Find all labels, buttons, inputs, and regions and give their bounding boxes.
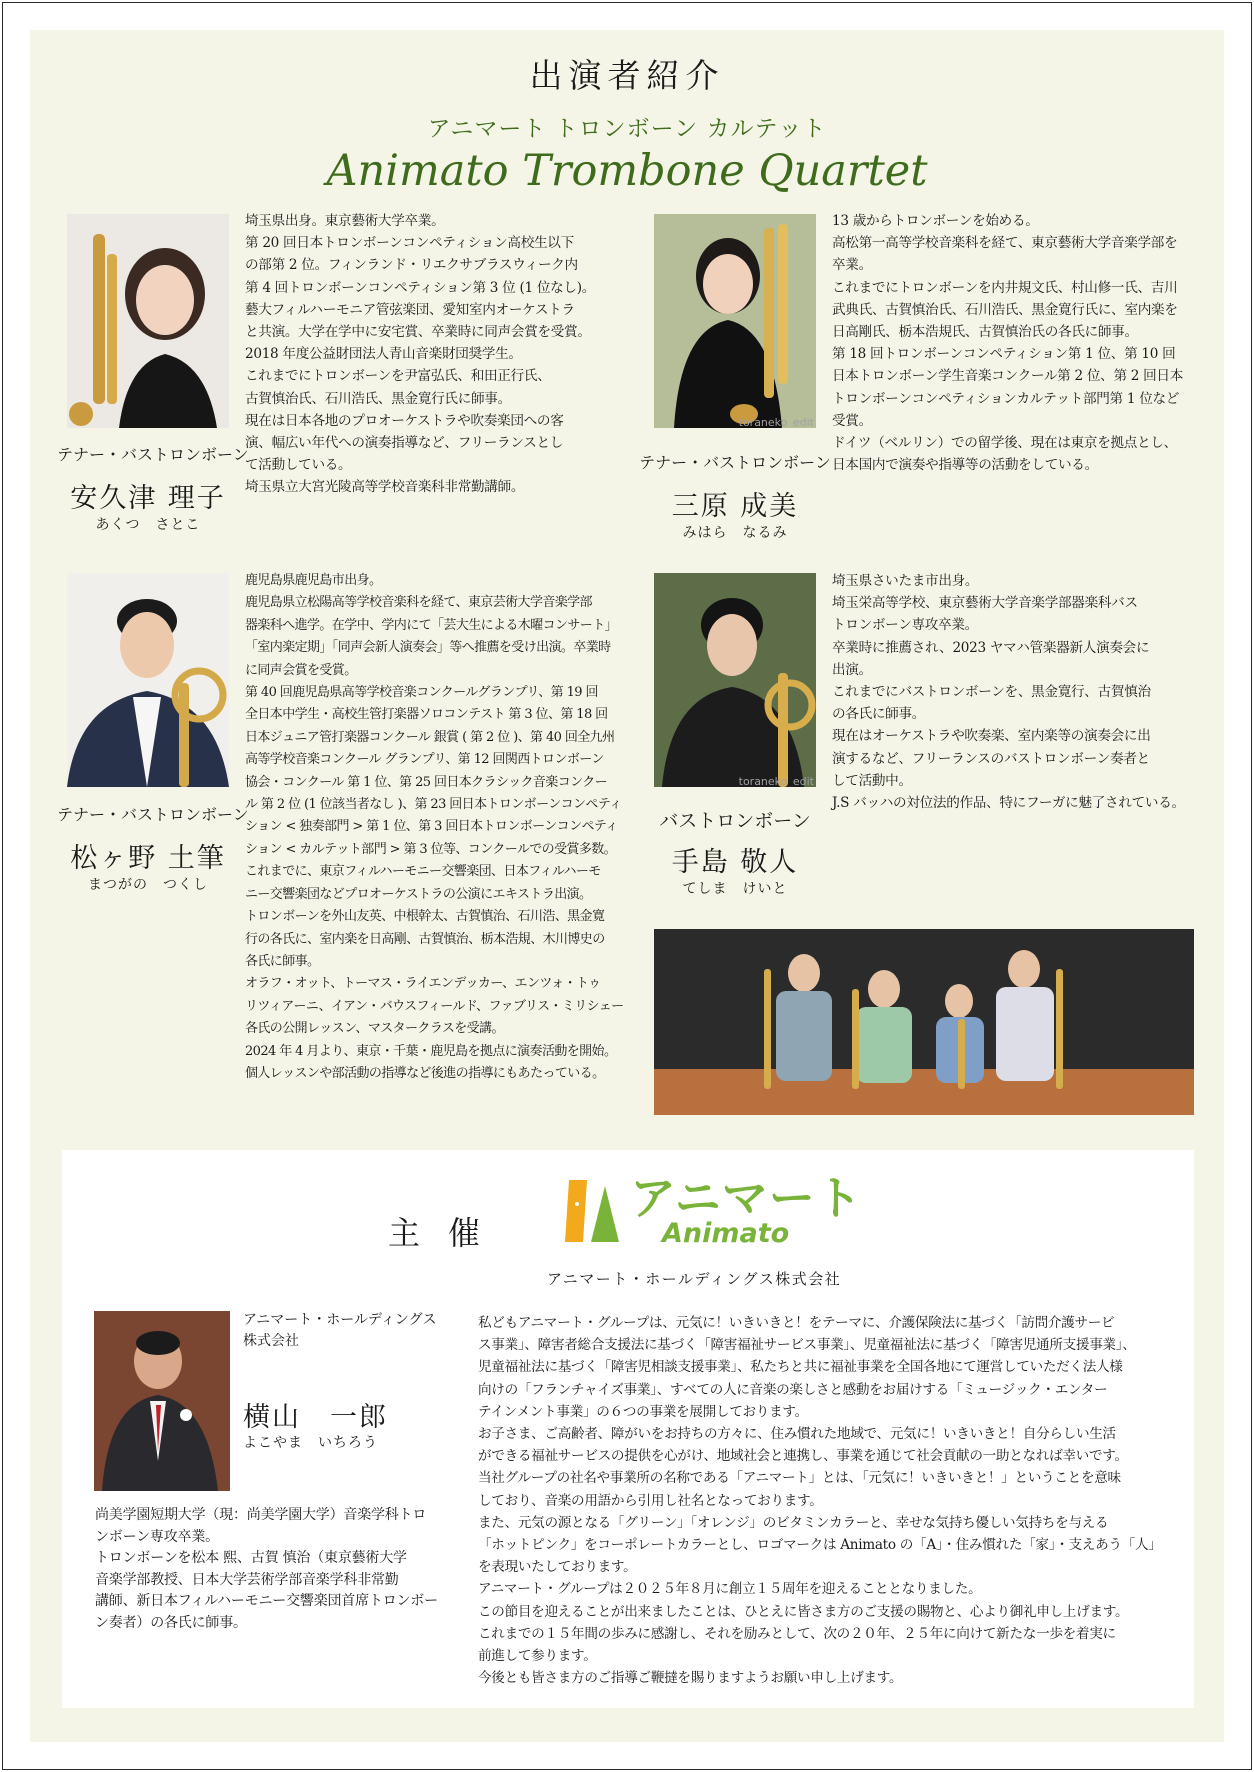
text-line: 演するなど、フリーランスのバストロンボーン奏者と xyxy=(832,750,1150,767)
text-line: 私どもアニマート・グループは、元気に！いきいきと！をテーマに、介護保険法に基づく「訪問介護サービ xyxy=(478,1315,1115,1331)
text-line: 講師、新日本フィルハーモニー交響楽団首席トロンボー xyxy=(95,1593,438,1609)
text-line: 卒業時に推薦され、2023 ヤマハ管楽器新人演奏会に xyxy=(832,639,1150,656)
text-line: J.S バッハの対位法的作品、特にフーガに魅了されている。 xyxy=(832,795,1185,812)
member-role: バストロンボーン xyxy=(659,810,811,832)
animato-logo-icon xyxy=(563,1178,621,1244)
text-line: 第 4 回トロンボーンコンペティション第 3 位 (1 位なし)。 xyxy=(245,279,596,296)
member-role: テナー・バストロンボーン xyxy=(639,453,831,472)
text-line: 埼玉県立大宮光陵高等学校音楽科非常勤講師。 xyxy=(245,479,525,496)
quartet-name-english: Animato Trombone Quartet xyxy=(326,146,928,196)
text-line: 行の各氏に、室内楽を日高剛、古賀慎治、栃本浩規、木川博史の xyxy=(245,931,605,947)
president-name: 横山 一郎 xyxy=(243,1402,388,1433)
text-line: 今後とも皆さま方のご指導ご鞭撻を賜りますようお願い申し上げます。 xyxy=(478,1670,903,1687)
text-line: 現在は日本各地のプロオーケストラや吹奏楽団への客 xyxy=(245,412,564,429)
text-line: 向けの「フランチャイズ事業」、すべての人に音楽の楽しさと感動をお届けする「ミュージック・エンター xyxy=(478,1381,1108,1398)
member-bio-mihara xyxy=(832,210,1183,476)
member-bio-matsugano xyxy=(245,570,624,1085)
member-name: 安久津 理子 xyxy=(70,483,226,514)
portrait-image xyxy=(94,1311,230,1491)
text-line: の部第 2 位。フィンランド・リエクサブラスウィーク内 xyxy=(245,257,578,274)
text-line: 「室内楽定期」「同声会新人演奏会」等へ推薦を受け出演。卒業時 xyxy=(245,640,611,656)
member-name: 松ヶ野 土筆 xyxy=(70,843,226,874)
text-line: 現在はオーケストラや吹奏楽、室内楽等の演奏会に出 xyxy=(832,728,1151,745)
text-line: 13 歳からトロンボーンを始める。 xyxy=(832,213,1039,229)
president-photo xyxy=(94,1311,230,1491)
text-line: 個人レッスンや部活動の指導など後進の指導にもあたっている。 xyxy=(245,1065,605,1081)
text-line: トロンボーンコンペティションカルテット部門第 1 位など xyxy=(832,390,1180,407)
member-name: 手島 敬人 xyxy=(671,847,799,878)
text-line: トロンボーン専攻卒業。 xyxy=(832,617,978,634)
member-role: テナー・バストロンボーン xyxy=(57,805,249,824)
portrait-image xyxy=(654,573,816,787)
member-photo-matsugano xyxy=(67,573,229,787)
text-line: これまでにトロンボーンを内井規文氏、村山修一氏、吉川 xyxy=(832,279,1178,296)
text-line: 前進して参ります。 xyxy=(478,1648,597,1665)
text-line: 協会・コンクール 第 1 位、第 25 回日本クラシック音楽コンクー xyxy=(245,774,608,790)
group-photo xyxy=(654,929,1194,1115)
text-line: ンボーン専攻卒業。 xyxy=(95,1528,219,1545)
text-line: 「ホットピンク」をコーポレートカラーとし、ロゴマークは Animato の「A」・住み慣れた「家」・支えあう「人」 xyxy=(478,1537,1162,1554)
member-name-kana: まつがの つくし xyxy=(88,877,208,893)
text-line: 日本トロンボーン学生音楽コンクール第 2 位、第 2 回日本 xyxy=(832,368,1184,385)
text-line: 埼玉県出身。東京藝術大学卒業。 xyxy=(245,213,445,229)
text-line: トロンボーンを外山友英、中根幹太、古賀慎治、石川浩、黒金寛 xyxy=(245,909,605,925)
host-label: 主催 xyxy=(388,1214,509,1252)
text-line: ション < 独奏部門 > 第 1 位、第 3 回日本トロンボーンコンペティ xyxy=(245,819,618,835)
member-bio-akutsu xyxy=(245,210,595,499)
text-line: 高松第一高等学校音楽科を経て、東京藝術大学音楽学部を xyxy=(832,235,1178,252)
member-name-kana: あくつ さとこ xyxy=(95,517,201,533)
text-line: 鹿児島県鹿児島市出身。 xyxy=(245,573,382,588)
text-line: ル 第 2 位 (1 位該当者なし )、第 23 回日本トロンボーンコンペティ xyxy=(245,797,622,813)
text-line: 武典氏、古賀慎治氏、石川浩氏、黒金寛行氏に、室内楽を xyxy=(832,301,1178,318)
text-line: 児童福祉法に基づく「障害児相談支援事業」、私たちと共に福祉事業を全国各地にて運営していただく法人様 xyxy=(478,1359,1123,1376)
text-line: しており、音楽の用語から引用し社名となっております。 xyxy=(478,1492,823,1509)
text-line: 出演。 xyxy=(832,661,872,678)
text-line: して活動中。 xyxy=(832,772,912,789)
text-line: これまでの１５年間の歩みに感謝し、それを励みとして、次の２０年、２５年に向けて新たな一歩を着実に xyxy=(478,1625,1116,1642)
logo-text-japanese: アニマート xyxy=(630,1171,863,1225)
text-line: 日本国内で演奏や指導等の活動をしている。 xyxy=(832,457,1098,474)
text-line: これまでに、東京フィルハーモニー交響楽団、日本フィルハーモ xyxy=(245,864,601,880)
text-line: ニー交響楽団などプロオーケストラの公演にエキストラ出演。 xyxy=(245,886,592,902)
member-photo-mihara xyxy=(654,214,816,428)
watermark: toraneko_edit xyxy=(738,416,814,428)
quartet-name-japanese: アニマート トロンボーン カルテット xyxy=(427,116,827,142)
member-name-kana: みはら なるみ xyxy=(682,525,788,541)
text-line: 尚美学園短期大学（現：尚美学園大学）音楽学科トロ xyxy=(95,1507,427,1523)
text-line: トロンボーンを松本 熙、古賀 慎治（東京藝術大学 xyxy=(95,1550,407,1566)
president-bio xyxy=(95,1505,438,1634)
text-line: お子さま、ご高齢者、障がいをお持ちの方々に、住み慣れた地域で、元気に！いきいきと！自分らしい生活 xyxy=(478,1426,1116,1443)
text-line: 器楽科へ進学。在学中、学内にて「芸大生による木曜コンサート」 xyxy=(245,617,618,633)
text-line: 各氏に師事。 xyxy=(245,953,320,969)
text-line: ション < カルテット部門 > 第 3 位等、コンクールでの受賞多数。 xyxy=(245,841,617,857)
group-image xyxy=(654,929,1194,1115)
text-line: ン奏者）の各氏に師事。 xyxy=(95,1614,247,1631)
text-line: 株式会社 xyxy=(243,1333,299,1349)
text-line: 埼玉県さいたま市出身。 xyxy=(832,573,979,589)
text-line: テインメント事業」の６つの事業を展開しております。 xyxy=(478,1403,808,1420)
logo-text-english: Animato xyxy=(662,1218,790,1249)
page-title: 出演者紹介 xyxy=(529,56,725,95)
text-line: 卒業。 xyxy=(832,257,872,274)
text-line: 2024 年 4 月より、東京・千葉・鹿児島を拠点に演奏活動を開始。 xyxy=(245,1043,617,1059)
text-line: 当社グループの社名や事業所の名称である「アニマート」とは、「元気に！いきいきと！」ということを意味 xyxy=(478,1470,1121,1487)
text-line: これまでにトロンボーンを尹富弘氏、和田正行氏、 xyxy=(245,368,551,385)
text-line: 第 40 回鹿児島県高等学校音楽コンクールグランプリ、第 19 回 xyxy=(245,685,598,701)
text-line: 鹿児島県立松陽高等学校音楽科を経て、東京芸術大学音楽学部 xyxy=(245,595,592,611)
text-line: 各氏の公開レッスン、マスタークラスを受講。 xyxy=(245,1021,504,1037)
portrait-image xyxy=(67,573,229,787)
text-line: 日本ジュニア管打楽器コンクール 銀賞 ( 第 2 位 )、第 40 回全九州 xyxy=(245,729,615,745)
text-line: と共演。大学在学中に安宅賞、卒業時に同声会賞を受賞。 xyxy=(245,324,591,341)
portrait-image xyxy=(654,214,816,428)
text-line: また、元気の源となる「グリーン」「オレンジ」のビタミンカラーと、幸せな気持ち優しい気持ちを与える xyxy=(478,1514,1109,1531)
president-company xyxy=(243,1310,436,1352)
text-line: を表現いたしております。 xyxy=(478,1559,637,1576)
text-line: この節目を迎えることが出来ましたことは、ひとえに皆さま方のご支援の賜物と、心より御礼申し上げます。 xyxy=(478,1603,1129,1620)
company-name: アニマート・ホールディングス株式会社 xyxy=(547,1270,842,1288)
text-line: 古賀慎治氏、石川浩氏、黒金寛行氏に師事。 xyxy=(245,390,511,407)
text-line: の各氏に師事。 xyxy=(832,706,926,723)
text-line: オラフ・オット、トーマス・ライエンデッカー、エンツォ・トゥ xyxy=(245,976,601,992)
text-line: 藝大フィルハーモニア管弦楽団、愛知室内オーケストラ xyxy=(245,301,575,318)
member-name: 三原 成美 xyxy=(671,491,799,522)
text-line: 受賞。 xyxy=(832,412,872,429)
member-bio-teshima xyxy=(832,570,1185,814)
member-photo-akutsu xyxy=(67,214,229,428)
company-message xyxy=(478,1312,1178,1689)
text-line: 高等学校音楽コンクール グランプリ、第 12 回関西トロンボーン xyxy=(245,752,604,768)
text-line: 第 18 回トロンボーンコンペティション第 1 位、第 10 回 xyxy=(832,346,1176,363)
watermark: toraneko_edit xyxy=(738,775,814,787)
text-line: 埼玉栄高等学校、東京藝術大学音楽学部器楽科バス xyxy=(832,595,1138,612)
text-line: アニマート・グループは２０２５年８月に創立１５周年を迎えることとなりました。 xyxy=(478,1581,982,1598)
text-line: ができる福祉サービスの提供を心がけ、地域社会と連携し、事業を通じて社会貢献の一助となれば幸いです。 xyxy=(478,1448,1128,1465)
member-photo-teshima xyxy=(654,573,816,787)
member-name-kana: てしま けいと xyxy=(682,881,788,897)
text-line: 2018 年度公益財団法人青山音楽財団奨学生。 xyxy=(245,346,522,363)
text-line: に同声会賞を受賞。 xyxy=(245,662,357,678)
text-line: リツィアーニ、イアン・バウスフィールド、ファブリス・ミリシェー xyxy=(245,998,624,1014)
portrait-image xyxy=(67,214,229,428)
text-line: て活動している。 xyxy=(245,457,352,474)
member-role: テナー・バストロンボーン xyxy=(57,445,249,464)
text-line: 演、幅広い年代への演奏指導など、フリーランスとし xyxy=(245,435,564,452)
text-line: ドイツ（ベルリン）での留学後、現在は東京を拠点とし、 xyxy=(832,435,1177,452)
text-line: アニマート・ホールディングス xyxy=(243,1312,437,1328)
president-name-kana: よこやま いちろう xyxy=(243,1435,378,1451)
text-line: 第 20 回日本トロンボーンコンペティション高校生以下 xyxy=(245,235,574,252)
text-line: ス事業」、障害者総合支援法に基づく「障害福祉サービス事業」、児童福祉法に基づく「障害児通所支援事業」、 xyxy=(478,1337,1136,1354)
text-line: 全日本中学生・高校生管打楽器ソロコンテスト 第 3 位、第 18 回 xyxy=(245,707,608,723)
text-line: これまでにバストロンボーンを、黒金寛行、古賀慎治 xyxy=(832,684,1151,701)
text-line: 日高剛氏、栃本浩規氏、古賀慎治氏の各氏に師事。 xyxy=(832,324,1138,341)
text-line: 音楽学部教授、日本大学芸術学部音楽学科非常勤 xyxy=(95,1571,399,1588)
